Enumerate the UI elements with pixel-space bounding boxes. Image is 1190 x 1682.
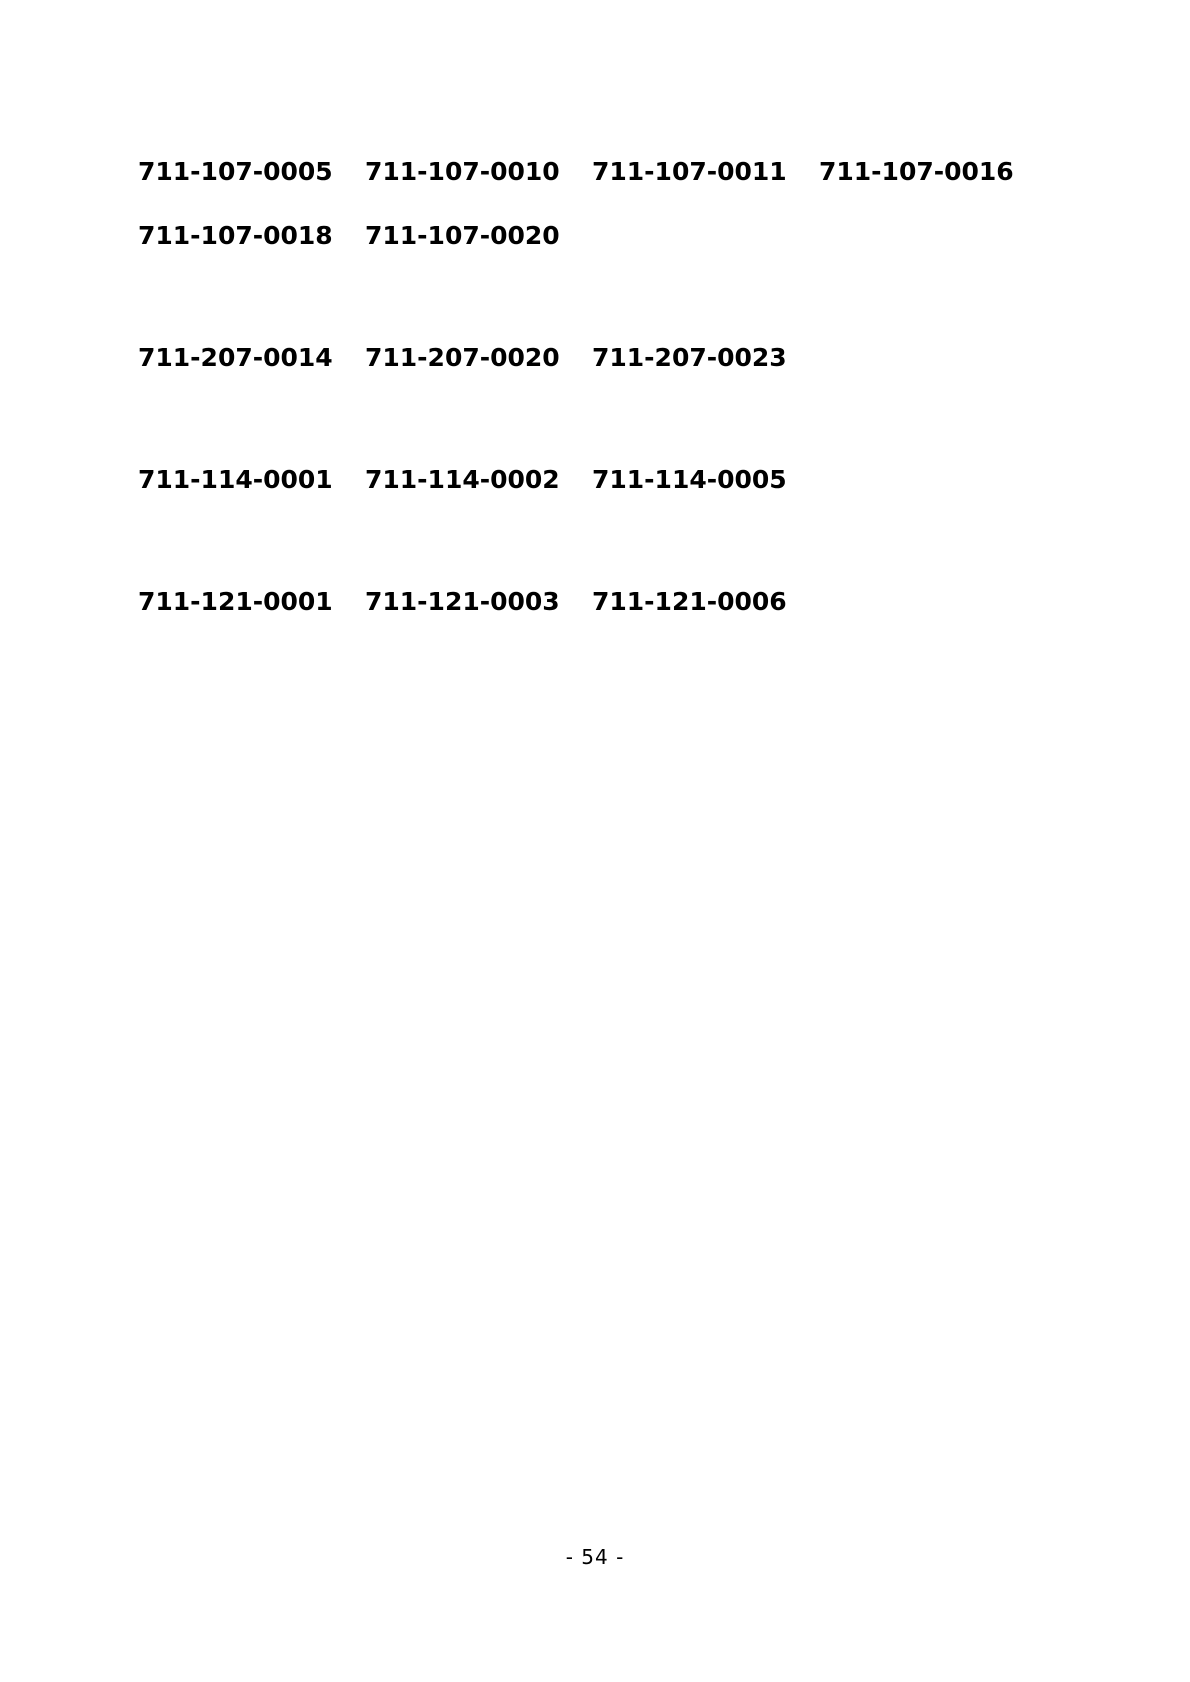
code-item: 711-114-0001 (138, 465, 333, 494)
code-item: 711-107-0020 (365, 221, 560, 250)
code-group-711-107 (138, 140, 1058, 268)
code-item: 711-121-0006 (592, 587, 787, 616)
code-group-711-114 (138, 448, 1058, 512)
code-item: 711-207-0014 (138, 343, 333, 372)
code-item: 711-114-0002 (365, 465, 560, 494)
group-separator (138, 512, 1058, 570)
code-item: 711-121-0003 (365, 587, 560, 616)
group-separator (138, 268, 1058, 326)
code-row (138, 570, 1058, 634)
code-item: 711-107-0016 (819, 157, 1014, 186)
group-separator (138, 390, 1058, 448)
code-item: 711-121-0001 (138, 587, 333, 616)
code-item: 711-207-0023 (592, 343, 787, 372)
code-list (138, 140, 1058, 634)
code-item: 711-107-0005 (138, 157, 333, 186)
code-row (138, 140, 1058, 204)
code-item: 711-107-0018 (138, 221, 333, 250)
code-item: 711-107-0011 (592, 157, 787, 186)
code-item: 711-207-0020 (365, 343, 560, 372)
page-number: - 54 - (565, 1545, 625, 1569)
code-item: 711-107-0010 (365, 157, 560, 186)
code-row (138, 448, 1058, 512)
code-group-711-121 (138, 570, 1058, 634)
code-group-711-207 (138, 326, 1058, 390)
code-row (138, 204, 1058, 268)
code-item: 711-114-0005 (592, 465, 787, 494)
code-row (138, 326, 1058, 390)
